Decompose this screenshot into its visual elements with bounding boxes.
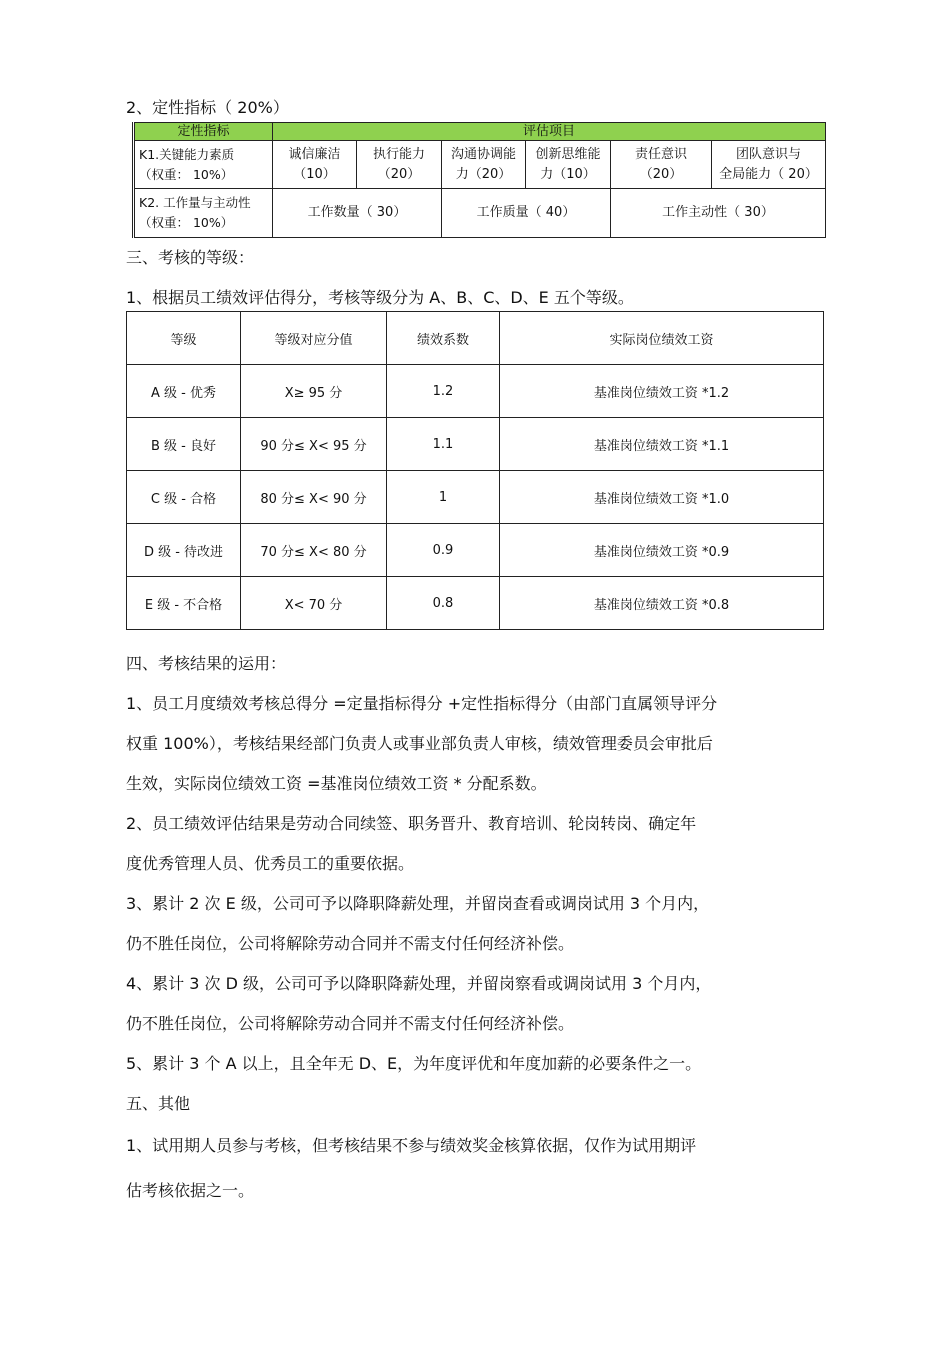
grade-table	[126, 311, 824, 630]
qualitative-indicator-table	[132, 122, 826, 238]
section4-line: 1、员工月度绩效考核总得分 =定量指标得分 +定性指标得分（由部门直属领导评分	[126, 694, 718, 713]
k2-title: K2. 工作量与主动性	[139, 195, 251, 210]
table-row: A 级 - 优秀 X≥ 95 分 1.2 基准岗位绩效工资 *1.2	[127, 365, 824, 418]
qualitative-title: 2、定性指标（ 20%）	[126, 98, 289, 117]
section4-line: 权重 100%），考核结果经部门负责人或事业部负责人审核，绩效管理委员会审批后	[126, 734, 713, 753]
k1-item: 团队意识与 全局能力（ 20）	[712, 141, 826, 189]
k2-item-initiative: 工作主动性（ 30）	[611, 189, 826, 238]
k1-item: 责任意识 （20）	[611, 141, 712, 189]
section4-line: 度优秀管理人员、优秀员工的重要依据。	[126, 854, 415, 873]
section4-line: 3、累计 2 次 E 级，公司可予以降职降薪处理，并留岗查看或调岗试用 3 个月内，	[126, 894, 710, 913]
section4-line: 仍不胜任岗位，公司将解除劳动合同并不需支付任何经济补偿。	[126, 1014, 575, 1033]
k2-label	[134, 189, 273, 238]
k1-item: 执行能力 （20）	[357, 141, 442, 189]
k2-weight: （权重： 10%）	[139, 215, 234, 230]
section5-line: 1、试用期人员参与考核，但考核结果不参与绩效奖金核算依据，仅作为试用期评	[126, 1136, 697, 1155]
header-evaluation-items: 评估项目	[273, 123, 826, 141]
k2-item-quantity: 工作数量（ 30）	[273, 189, 442, 238]
section3-title: 三、考核的等级：	[126, 248, 255, 267]
grade-table-header	[127, 312, 824, 365]
k1-item: 沟通协调能 力（20）	[442, 141, 526, 189]
section4-line: 5、累计 3 个 A 以上，且全年无 D、E，为年度评优和年度加薪的必要条件之一。	[126, 1054, 702, 1073]
section3-paragraph: 1、根据员工绩效评估得分，考核等级分为 A、B、C、D、E 五个等级。	[126, 288, 634, 307]
col-header-coefficient: 绩效系数	[387, 312, 500, 365]
table-row: B 级 - 良好 90 分≤ X< 95 分 1.1 基准岗位绩效工资 *1.1	[127, 418, 824, 471]
section4-line: 2、员工绩效评估结果是劳动合同续签、职务晋升、教育培训、轮岗转岗、确定年	[126, 814, 697, 833]
k1-item: 创新思维能 力（10）	[526, 141, 611, 189]
k1-title: K1.关键能力素质	[139, 146, 235, 162]
table-row: C 级 - 合格 80 分≤ X< 90 分 1 基准岗位绩效工资 *1.0	[127, 471, 824, 524]
section4-line: 仍不胜任岗位，公司将解除劳动合同并不需支付任何经济补偿。	[126, 934, 575, 953]
k1-weight: （权重： 10%）	[139, 166, 234, 182]
k2-item-quality: 工作质量（ 40）	[442, 189, 611, 238]
section4-line: 生效，实际岗位绩效工资 =基准岗位绩效工资 * 分配系数。	[126, 774, 547, 793]
col-header-grade: 等级	[127, 312, 241, 365]
table-row: E 级 - 不合格 X< 70 分 0.8 基准岗位绩效工资 *0.8	[127, 577, 824, 630]
section4-title: 四、考核结果的运用：	[126, 654, 287, 673]
section4-line: 4、累计 3 次 D 级，公司可予以降职降薪处理，并留岗察看或调岗试用 3 个月内，	[126, 974, 712, 993]
section5-line: 估考核依据之一。	[126, 1181, 255, 1200]
col-header-salary: 实际岗位绩效工资	[500, 312, 824, 365]
k1-label	[134, 141, 273, 189]
col-header-score: 等级对应分值	[241, 312, 387, 365]
table-row: D 级 - 待改进 70 分≤ X< 80 分 0.9 基准岗位绩效工资 *0.9	[127, 524, 824, 577]
header-qualitative-indicator: 定性指标	[134, 123, 273, 141]
section5-title: 五、其他	[126, 1094, 191, 1113]
k1-item: 诚信廉洁 （10）	[273, 141, 357, 189]
